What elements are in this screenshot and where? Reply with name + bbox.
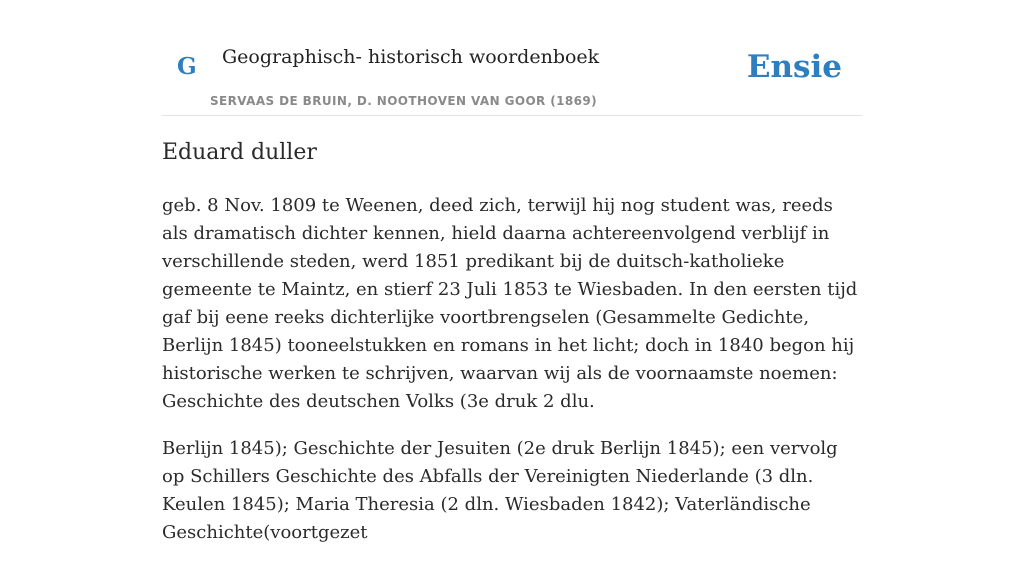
brand-logo[interactable]: Ensie [746,49,842,85]
book-title[interactable]: Geographisch- historisch woordenboek [222,46,600,68]
entry-paragraph: Berlijn 1845); Geschichte der Jesuiten (2e druk Berlijn 1845); een vervolg op Schillers Geschichte des Abfalls der Vereinigten Niederlande (3 dln. Keulen 1845); Maria Theresia (2 dln. Wiesbaden 1842); Vaterländische Geschichte(voortgezet [162,438,838,543]
header [162,0,862,116]
entry-body [162,192,862,566]
entry-paragraph: geb. 8 Nov. 1809 te Weenen, deed zich, terwijl hij nog student was, reeds als dramatisch dichter kennen, hield daarna achtereenvolgend verblijf in verschillende steden, werd 1851 predikant bij de duitsch-katholieke gemeente te Maintz, en stierf 23 Juli 1853 te Wiesbaden. In den eersten tijd gaf bij eene reeks dichterlijke voortbrengselen (Gesammelte Gedichte, Berlijn 1845) tooneelstukken en romans in het licht; doch in 1840 begon hij historische werken te schrijven, waarvan wij als de voornaamste noemen: Geschichte des deutschen Volks (3e druk 2 dlu. [162,195,858,412]
book-logo-letter[interactable]: G [177,53,197,80]
book-authors: SERVAAS DE BRUIN, D. NOOTHOVEN VAN GOOR (1869) [210,94,598,108]
entry-title: Eduard duller [162,140,317,165]
page [162,0,862,543]
